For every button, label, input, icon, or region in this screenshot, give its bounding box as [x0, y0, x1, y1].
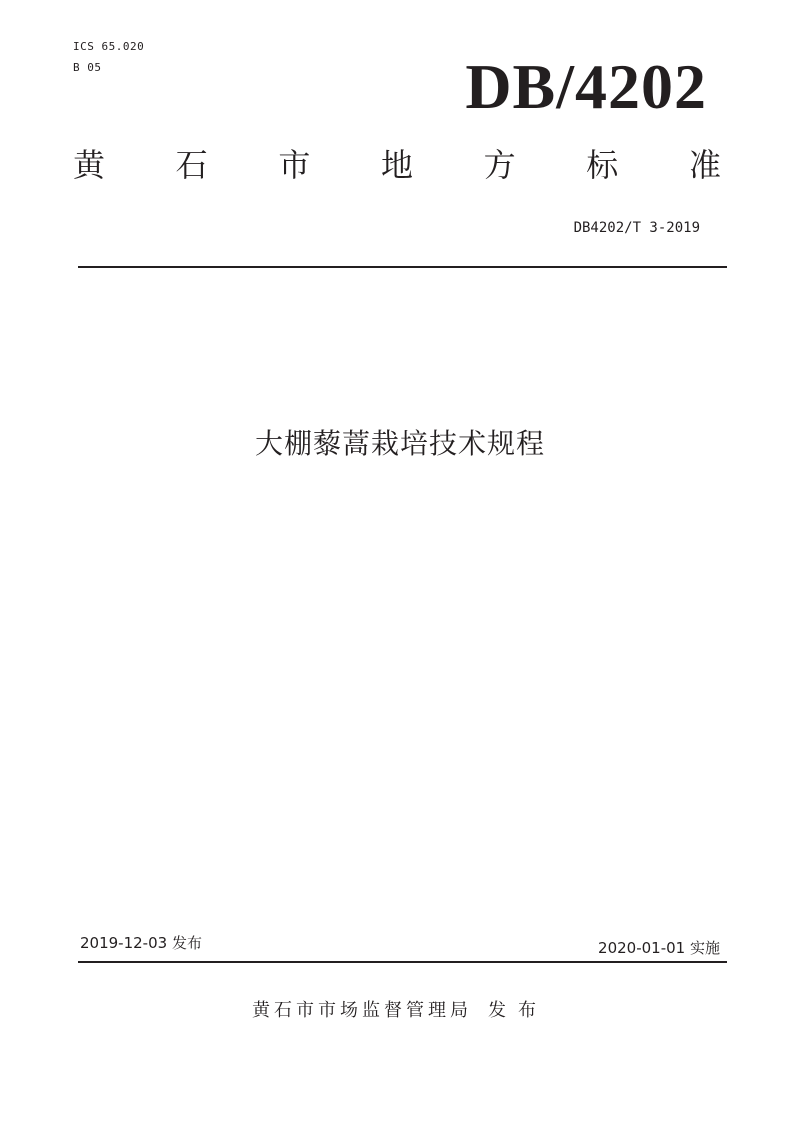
publisher-name: 黄石市市场监督管理局 — [252, 1000, 472, 1021]
issue-date: 2019-12-03 发布 — [80, 934, 202, 952]
ccs-code: B 05 — [73, 61, 102, 74]
bottom-divider — [78, 961, 727, 963]
standard-type-char: 方 — [483, 146, 516, 184]
publish-action: 发布 — [488, 1000, 548, 1021]
standard-type-char: 市 — [278, 146, 311, 184]
document-title: 大棚藜蒿栽培技术规程 — [254, 427, 545, 460]
ics-code: ICS 65.020 — [73, 40, 145, 53]
standard-type-char: 准 — [688, 146, 721, 184]
top-divider — [78, 266, 727, 268]
standard-number: DB4202/T 3-2019 — [573, 220, 700, 236]
standard-logo: DB/4202 — [465, 51, 707, 122]
standard-type-char: 地 — [380, 146, 413, 184]
publisher-line — [0, 996, 800, 1022]
standard-type-char: 黄 — [73, 146, 106, 184]
standard-type-char: 石 — [175, 146, 208, 184]
standard-type-char: 标 — [586, 146, 619, 184]
standard-type-title — [73, 142, 721, 188]
implementation-date: 2020-01-01 实施 — [598, 939, 720, 957]
